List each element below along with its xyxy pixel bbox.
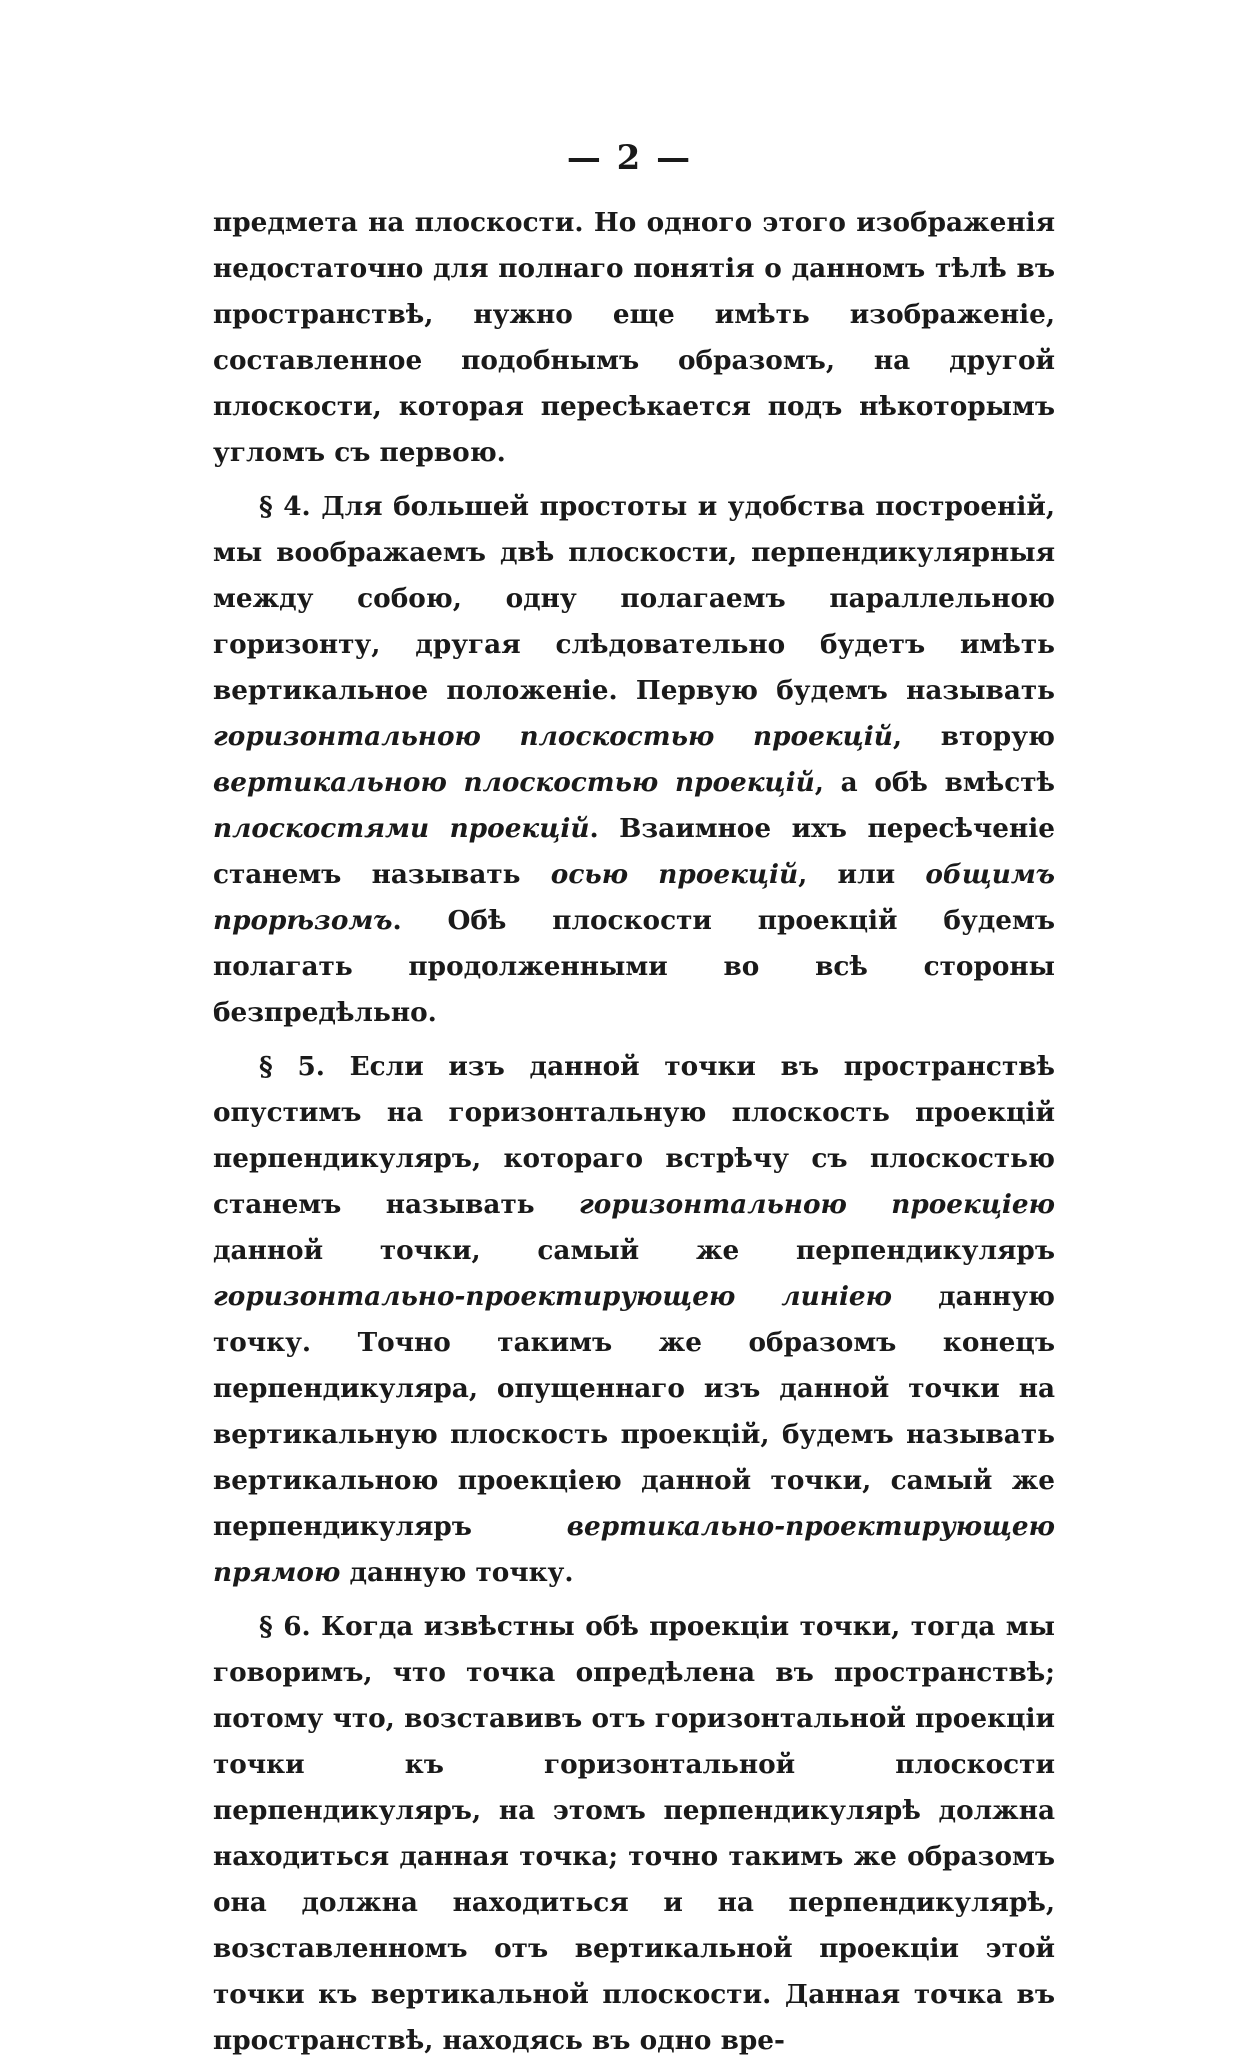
italic-term: горизонтально-проектирующею линіею — [213, 1281, 893, 1312]
paragraph-section-5 — [213, 1044, 1055, 1596]
text-run: § 5. Если изъ данной точки въ пространствѣ опустимъ на горизонтальную плоскость проекцій перпендикуляръ, котораго встрѣчу съ плоскостью станемъ называть — [213, 1051, 1055, 1220]
text-run: § 6. Когда извѣстны обѣ проекціи точки, тогда мы говоримъ, что точка опредѣлена въ пространствѣ; потому что, возставивъ отъ горизонтальной проекціи точки къ горизонтальной плоскости перпендикуляръ, на этомъ перпендикулярѣ должна находиться данная точка; точно такимъ же образомъ она должна находиться и на перпендикулярѣ, возставленномъ отъ вертикальной проекціи этой точки къ вертикальной плоскости. Данная точка въ пространствѣ, находясь въ одно вре- — [213, 1611, 1055, 2056]
paragraph-section-6 — [213, 1604, 1055, 2064]
text-run: , а обѣ вмѣстѣ — [814, 767, 1055, 798]
italic-term: горизонтальною плоскостью проекцій — [213, 721, 893, 752]
text-run: . Обѣ плоскости проекцій будемъ полагать продолженными во всѣ стороны безпредѣльно. — [213, 905, 1055, 1028]
paragraph-continuation — [213, 200, 1055, 476]
italic-term: вертикальною плоскостью проекцій — [213, 767, 815, 798]
italic-term: плоскостями проекцій — [213, 813, 590, 844]
page-number: — 2 — — [566, 138, 693, 178]
paragraph-section-4 — [213, 484, 1055, 1036]
italic-term: вертикально-проектирующею прямою — [213, 1511, 1055, 1588]
text-run: § 4. Для большей простоты и удобства построеній, мы воображаемъ двѣ плоскости, перпендикулярныя между собою, одну полагаемъ параллельною горизонту, другая слѣдовательно будетъ имѣть вертикальное положеніе. Первую будемъ называть — [213, 491, 1055, 706]
text-run: . Взаимное ихъ пересѣченіе станемъ называть — [213, 813, 1055, 890]
text-run: предмета на плоскости. Но одного этого изображенія недостаточно для полнаго понятія о данномъ тѣлѣ въ пространствѣ, нужно еще имѣть изображеніе, составленное подобнымъ образомъ, на другой плоскости, которая пересѣкается подъ нѣкоторымъ угломъ съ первою. — [213, 207, 1055, 468]
text-run: данную точку. Точно такимъ же образомъ конецъ перпендикуляра, опущеннаго изъ данной точки на вертикальную плоскость проекцій, будемъ называть вертикальною проекціею данной точки, самый же перпендикуляръ — [213, 1281, 1056, 1542]
text-block — [213, 200, 1055, 2072]
text-run: данной точки, самый же перпендикуляръ — [213, 1235, 1055, 1266]
italic-term: горизонтальною проекціею — [579, 1189, 1055, 1220]
italic-term: общимъ прорѣзомъ — [213, 859, 1055, 936]
text-run: , или — [798, 859, 926, 890]
text-run: данную точку. — [340, 1557, 574, 1588]
italic-term: осью проекцій — [550, 859, 799, 890]
text-run: , вторую — [892, 721, 1055, 752]
